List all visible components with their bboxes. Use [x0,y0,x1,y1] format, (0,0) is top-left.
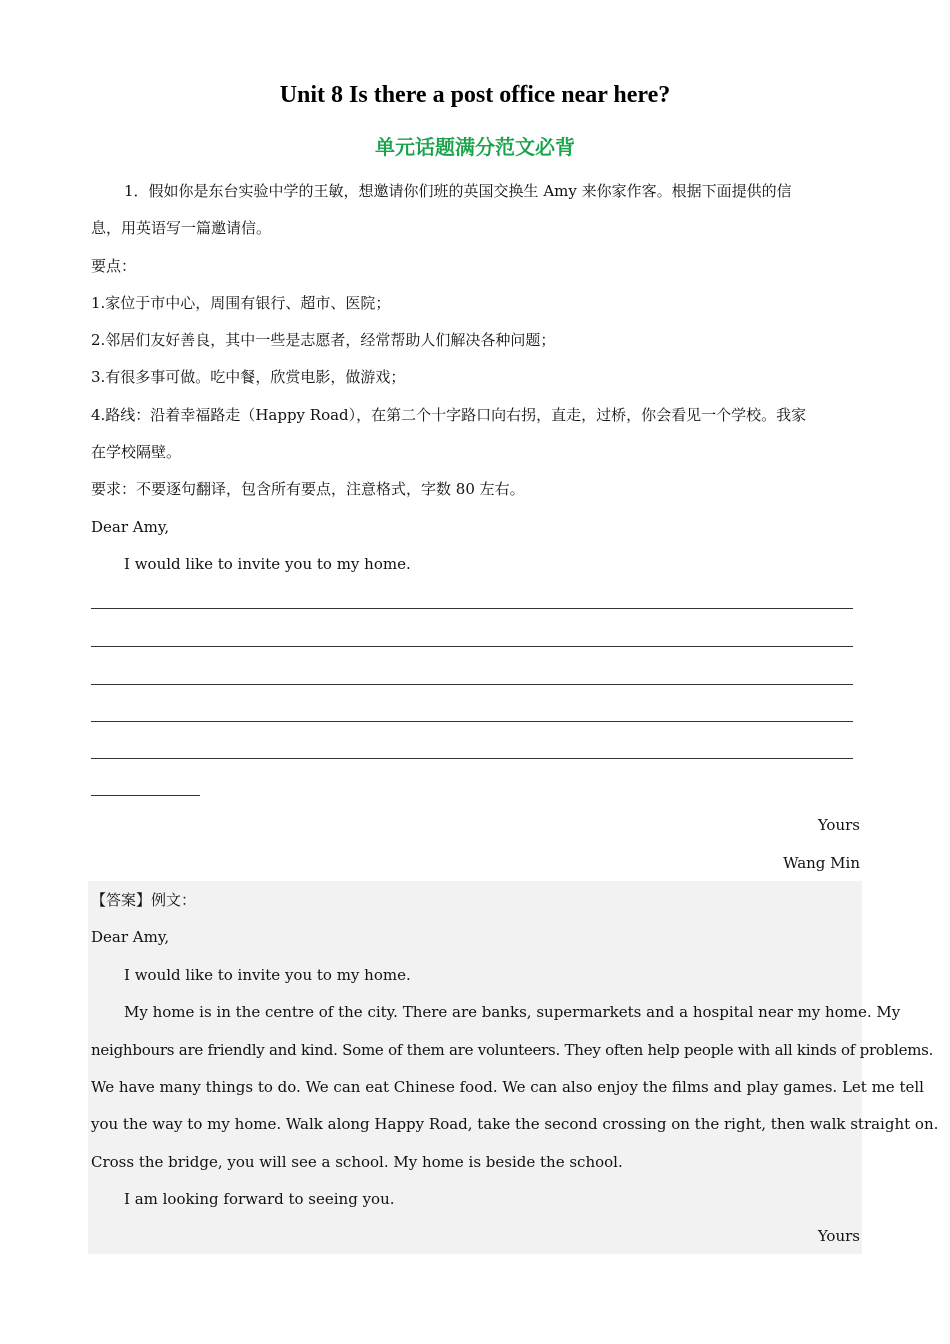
answer-body-line-4: you the way to my home. Walk along Happy Road, take the second crossing on the right, then walk straight on. [91,1115,939,1133]
answer-body-line-2: neighbours are friendly and kind. Some of them are volunteers. They often help people with all kinds of problems. [91,1041,934,1059]
point-2: 2.邻居们友好善良，其中一些是志愿者，经常帮助人们解决各种问题； [91,331,556,349]
writing-line[interactable] [91,646,853,647]
writing-line[interactable] [91,684,853,685]
question-intro-line-1: 1．假如你是东台实验中学的王敏，想邀请你们班的英国交换生 Amy 来你家作客。根据下面提供的信 [124,182,792,200]
point-4-line-1: 4.路线：沿着幸福路走（Happy Road），在第二个十字路口向右拐，直走，过桥，你会看见一个学校。我家 [91,406,807,424]
writing-line[interactable] [91,795,200,796]
writing-line[interactable] [91,758,853,759]
requirements: 要求：不要逐句翻译，包含所有要点，注意格式，字数 80 左右。 [91,480,525,498]
question-intro-line-2: 息，用英语写一篇邀请信。 [91,219,272,237]
letter-opening: I would like to invite you to my home. [124,555,411,573]
letter-salutation: Dear Amy, [91,518,170,536]
answer-label: 【答案】例文： [91,891,197,909]
points-label: 要点： [91,257,137,275]
writing-line[interactable] [91,608,853,609]
page-subtitle: 单元话题满分范文必背 [375,135,575,159]
point-4-line-2: 在学校隔壁。 [91,443,182,461]
answer-salutation: Dear Amy, [91,928,170,946]
answer-body-line-5: Cross the bridge, you will see a school. My home is beside the school. [91,1153,623,1171]
answer-body-line-1: My home is in the centre of the city. There are banks, supermarkets and a hospital near my home. My [124,1003,901,1021]
answer-body-line-3: We have many things to do. We can eat Chinese food. We can also enjoy the films and play games. Let me tell [91,1078,924,1096]
point-3: 3.有很多事可做。吃中餐，欣赏电影，做游戏； [91,368,406,386]
writing-line[interactable] [91,721,853,722]
answer-opening: I would like to invite you to my home. [124,966,411,984]
page-title: Unit 8 Is there a post office near here? [279,82,671,108]
answer-closing-sentence: I am looking forward to seeing you. [124,1190,395,1208]
answer-closing: Yours [817,1227,860,1245]
point-1: 1.家位于市中心，周围有银行、超市、医院； [91,294,391,312]
letter-signature: Wang Min [783,854,860,872]
letter-closing: Yours [817,816,860,834]
